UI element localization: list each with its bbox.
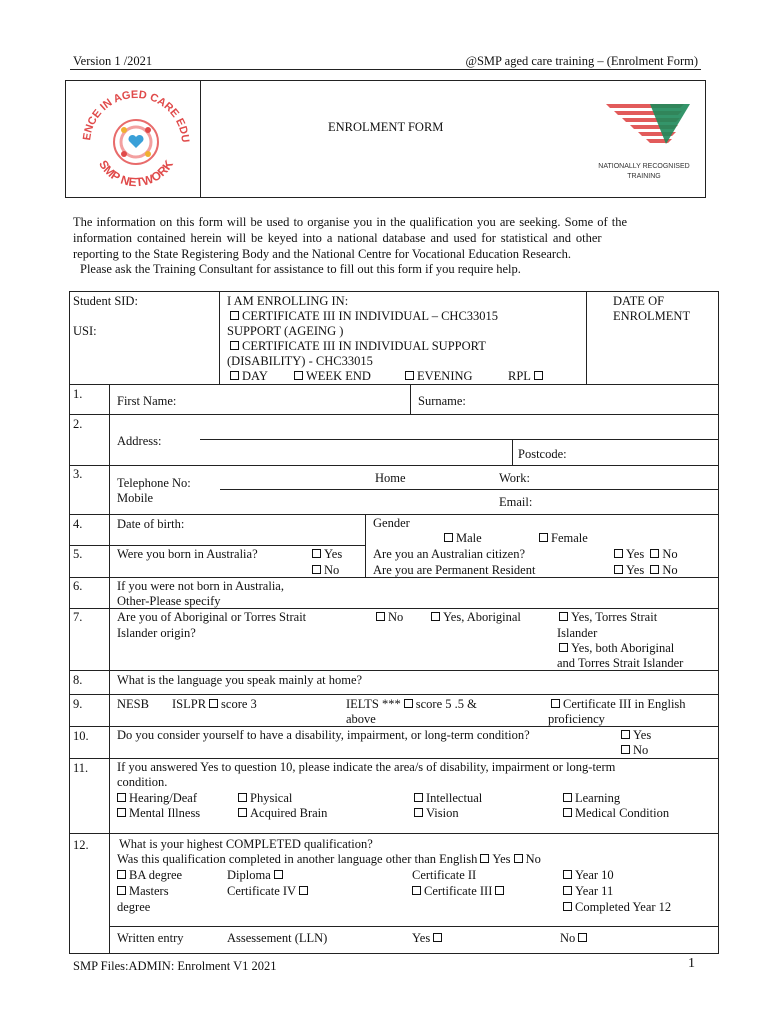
row-number: 3. [73, 467, 83, 481]
checkbox[interactable] [514, 854, 523, 863]
checkbox[interactable] [621, 730, 630, 739]
disability-area-question-2: condition. [117, 775, 168, 789]
year10-option[interactable]: Year 10 [560, 868, 614, 883]
checkbox[interactable] [230, 371, 239, 380]
cert2-label: Certificate II [412, 868, 477, 882]
row-number: 9. [73, 697, 83, 711]
checkbox[interactable] [117, 886, 126, 895]
hearing-option[interactable]: Hearing/Deaf [114, 791, 197, 806]
row-number: 5. [73, 547, 83, 561]
other-specify-field[interactable]: Other-Please specify [117, 594, 221, 608]
aboriginal-question-2: Islander origin? [117, 626, 196, 640]
surname-field[interactable]: Surname: [418, 394, 466, 408]
vision-option[interactable]: Vision [411, 806, 459, 821]
both-option[interactable]: Yes, both Aboriginal [556, 641, 674, 656]
mobile-field[interactable]: Mobile [117, 491, 154, 505]
svg-text:TRAINING: TRAINING [627, 173, 661, 180]
cert-english-option[interactable]: Certificate III in English [548, 697, 686, 712]
checkbox[interactable] [230, 341, 239, 350]
torres-strait-label-2: Islander [557, 626, 598, 640]
checkbox[interactable] [563, 886, 572, 895]
ielts-option[interactable]: IELTS *** score 5 .5 & [346, 697, 477, 711]
row-number: 2. [73, 417, 83, 431]
evening-option[interactable]: EVENING [402, 369, 473, 384]
svg-text:NATIONALLY RECOGNISED: NATIONALLY RECOGNISED [598, 163, 690, 170]
language-field[interactable]: What is the language you speak mainly at home? [117, 673, 363, 687]
cert-english-label-2: proficiency [548, 712, 605, 726]
cert4-option[interactable]: Certificate IV [227, 884, 311, 899]
acquired-brain-option[interactable]: Acquired Brain [235, 806, 327, 821]
intro-line-3: reporting to the State Registering Body and the National Centre for Vocational Education Research. [73, 247, 572, 261]
lln-label: Assessement (LLN) [227, 931, 328, 945]
aboriginal-yes-option[interactable]: Yes, Aboriginal [428, 610, 521, 625]
checkbox[interactable] [376, 612, 385, 621]
year12-option[interactable]: Completed Year 12 [560, 900, 671, 915]
first-name-field[interactable]: First Name: [117, 394, 177, 408]
aboriginal-no-option[interactable]: No [373, 610, 403, 625]
row-number: 7. [73, 610, 83, 624]
checkbox[interactable] [117, 808, 126, 817]
checkbox[interactable] [614, 565, 623, 574]
lln-yes-option[interactable]: Yes [412, 931, 445, 946]
born-yes-option[interactable]: Yes [309, 547, 342, 562]
year11-option[interactable]: Year 11 [560, 884, 613, 899]
usi-label: USI: [73, 324, 97, 338]
disability-question: Do you consider yourself to have a disability, impairment, or long-term condition? [117, 728, 530, 742]
intro-line-4: Please ask the Training Consultant for assistance to fill out this form if you require help. [80, 262, 521, 276]
rpl-option[interactable]: RPL [508, 369, 546, 384]
checkbox[interactable] [495, 886, 504, 895]
written-entry-label: Written entry [117, 931, 184, 945]
physical-option[interactable]: Physical [235, 791, 292, 806]
highest-qualification-question: What is your highest COMPLETED qualification? [119, 837, 373, 851]
mental-illness-option[interactable]: Mental Illness [114, 806, 200, 821]
born-australia-question: Were you born in Australia? [117, 547, 258, 561]
gender-male-option[interactable]: Male [441, 531, 482, 546]
checkbox[interactable] [117, 793, 126, 802]
checkbox[interactable] [209, 699, 218, 708]
home-phone-field[interactable]: Home [375, 471, 406, 485]
checkbox[interactable] [294, 371, 303, 380]
checkbox[interactable] [238, 808, 247, 817]
checkbox[interactable] [274, 870, 283, 879]
diploma-option[interactable]: Diploma [227, 868, 286, 883]
checkbox[interactable] [578, 933, 587, 942]
row-number: 4. [73, 517, 83, 531]
checkbox[interactable] [534, 371, 543, 380]
intro-line-2: information contained herein will be keyed into a national database and used for statistical and other [73, 231, 602, 245]
other-language-question[interactable]: Was this qualification completed in another language other than English Yes No [117, 852, 541, 866]
gender-female-option[interactable]: Female [536, 531, 588, 546]
checkbox[interactable] [412, 886, 421, 895]
masters-label-2: degree [117, 900, 151, 914]
checkbox[interactable] [238, 793, 247, 802]
checkbox[interactable] [433, 933, 442, 942]
checkbox[interactable] [650, 549, 659, 558]
born-no-option[interactable]: No [309, 563, 339, 578]
lln-no-option[interactable]: No [560, 931, 590, 946]
dob-field[interactable]: Date of birth: [117, 517, 185, 531]
not-born-question: If you were not born in Australia, [117, 579, 284, 593]
checkbox[interactable] [312, 565, 321, 574]
resident-question: Are you are Permanent Resident [373, 563, 536, 577]
row-number: 6. [73, 579, 83, 593]
checkbox[interactable] [563, 808, 572, 817]
svg-text:EXCELLENCE IN AGED CARE EDUCAT: ENCE IN AGED CARE EDU [81, 88, 192, 144]
checkbox[interactable] [405, 371, 414, 380]
enrolling-heading: I AM ENROLLING IN: [227, 294, 349, 308]
row-number: 8. [73, 673, 83, 687]
form-title: ENROLMENT FORM [328, 120, 444, 134]
student-sid-label: Student SID: [73, 294, 138, 308]
checkbox[interactable] [539, 533, 548, 542]
checkbox[interactable] [444, 533, 453, 542]
checkbox[interactable] [404, 699, 413, 708]
address-field[interactable]: Address: [117, 434, 162, 448]
telephone-label: Telephone No: [117, 476, 191, 490]
svg-text:SMP NETWORK: SMP NETWORK [96, 157, 176, 190]
footer-file-path: SMP Files:ADMIN: Enrolment V1 2021 [73, 959, 277, 973]
disability-area-question: If you answered Yes to question 10, please indicate the area/s of disability, impairment or long-term [117, 760, 616, 774]
cert-ageing-label-2: SUPPORT (AGEING ) [227, 324, 344, 338]
gender-label: Gender [373, 516, 410, 530]
checkbox[interactable] [563, 870, 572, 879]
disability-yes-option[interactable]: Yes [618, 728, 651, 743]
checkbox[interactable] [431, 612, 440, 621]
row-number: 12. [73, 838, 89, 852]
aboriginal-question: Are you of Aboriginal or Torres Strait [117, 610, 307, 624]
checkbox[interactable] [563, 793, 572, 802]
checkbox[interactable] [650, 565, 659, 574]
page-number: 1 [688, 956, 695, 971]
email-field[interactable]: Email: [499, 495, 533, 509]
header-rule [70, 69, 701, 70]
checkbox[interactable] [117, 870, 126, 879]
cert-disability-label-2: (DISABILITY) - CHC33015 [227, 354, 373, 368]
intellectual-option[interactable]: Intellectual [411, 791, 482, 806]
checkbox[interactable] [414, 793, 423, 802]
citizen-question: Are you an Australian citizen? [373, 547, 526, 561]
checkbox[interactable] [614, 549, 623, 558]
citizen-options[interactable]: Yes No [611, 547, 678, 562]
postcode-field[interactable]: Postcode: [518, 447, 567, 461]
cert3-option[interactable]: Certificate III [409, 884, 507, 899]
learning-option[interactable]: Learning [560, 791, 620, 806]
cert-disability-option[interactable]: CERTIFICATE III IN INDIVIDUAL SUPPORT [227, 339, 486, 354]
row-number: 1. [73, 387, 83, 401]
smp-network-logo [72, 82, 200, 195]
checkbox[interactable] [480, 854, 489, 863]
both-label-2: and Torres Strait Islander [557, 656, 684, 670]
checkbox[interactable] [230, 311, 239, 320]
checkbox[interactable] [312, 549, 321, 558]
header-title: @SMP aged care training – (Enrolment Form) [465, 54, 698, 68]
checkbox[interactable] [414, 808, 423, 817]
ielts-label-2: above [346, 712, 376, 726]
disability-no-option[interactable]: No [618, 743, 648, 758]
torres-strait-option[interactable]: Yes, Torres Strait [556, 610, 657, 625]
resident-options[interactable]: Yes No [611, 563, 678, 578]
cert-ageing-option[interactable]: CERTIFICATE III IN INDIVIDUAL – CHC33015 [227, 309, 498, 324]
nrt-logo [592, 100, 702, 186]
checkbox[interactable] [563, 902, 572, 911]
islpr-option[interactable]: ISLPR score 3 [172, 697, 257, 711]
date-of-enrolment-label: DATE OF [613, 294, 665, 308]
checkbox[interactable] [621, 745, 630, 754]
checkbox[interactable] [559, 643, 568, 652]
medical-condition-option[interactable]: Medical Condition [560, 806, 669, 821]
day-option[interactable]: DAY [227, 369, 268, 384]
nesb-label: NESB [117, 697, 149, 711]
row-number: 11. [73, 761, 89, 775]
intro-line-1: The information on this form will be used to organise you in the qualification you are seeking. Some of the [73, 215, 628, 229]
checkbox[interactable] [559, 612, 568, 621]
work-phone-field[interactable]: Work: [499, 471, 530, 485]
row-number: 10. [73, 729, 89, 743]
masters-option[interactable]: Masters [114, 884, 169, 899]
ba-degree-option[interactable]: BA degree [114, 868, 182, 883]
date-of-enrolment-label-2: ENROLMENT [613, 309, 691, 323]
checkbox[interactable] [299, 886, 308, 895]
version-label: Version 1 /2021 [73, 54, 153, 68]
checkbox[interactable] [551, 699, 560, 708]
weekend-option[interactable]: WEEK END [291, 369, 371, 384]
